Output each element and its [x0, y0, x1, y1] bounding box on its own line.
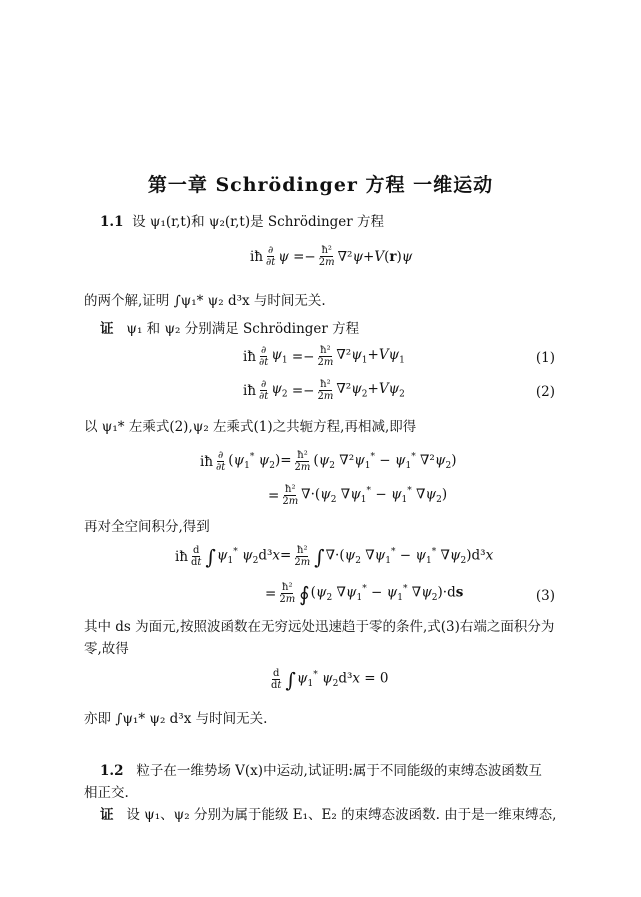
problem-1-1-statement	[100, 213, 384, 231]
problem-text: 设 ψ₁(r,t)和 ψ₂(r,t)是 Schrödinger 方程	[132, 214, 385, 230]
proof-label: 证	[100, 321, 114, 337]
problem-1-2-statement: 1.2 粒子在一维势场 V(x)中运动,试证明:属于不同能级的束缚态波函数互	[100, 763, 542, 779]
equation-4a: iħ $\frac{d}{dt}$ ∫ $\psi_1^*$ $\psi_2d^3x=$ $\frac{\text{ħ²}}{2m}$ ∫ $\nabla\cdot(\psi_2$ $\nabla\psi_1^* - \psi_1^*$ $\nabla\psi_2)d^3x$	[175, 544, 494, 569]
equation-3-number: (3)	[535, 588, 555, 604]
equation-4b: = $\frac{\text{ħ²}}{2m}$ ∮ ($\psi_2$ $\nabla\psi_1^* - \psi_1^*$ $\nabla\psi_2)\cdot ds$	[265, 581, 464, 606]
proof-line-3: 再对全空间积分,得到	[84, 519, 210, 535]
proof-line-2: 以 ψ₁* 左乘式(2),ψ₂ 左乘式(1)之共轭方程,再相减,即得	[84, 419, 417, 435]
equation-5: $\frac{d}{dt}$ ∫ $\psi_1^*$ $\psi_2d^3x = 0$	[271, 667, 389, 692]
problem-1-1-continuation: 的两个解,证明 ∫ψ₁* ψ₂ d³x 与时间无关.	[84, 293, 326, 309]
equation-2: iħ $\frac{\partial}{\partial t}$ $\psi_2$ =− $\frac{\text{ħ²}}{2m}$ $\nabla^2\psi_2+V\psi_2$	[243, 379, 405, 402]
proof-label: 证	[100, 807, 114, 823]
problem-1-2-statement-cont: 相正交.	[84, 785, 129, 801]
proof-line-1: 证 ψ₁ 和 ψ₂ 分别满足 Schrödinger 方程	[100, 321, 360, 337]
equation-3a: iħ $\frac{\partial}{\partial t}$ ($\psi_1^*$ $\psi_2)=$ $\frac{\text{ħ²}}{2m}$ ($\psi_2$ $\nabla^2\psi_1^* - \psi_1^*$ $\nabla^2\psi_2$)	[200, 450, 457, 473]
equation-schrodinger: iħ $\frac{\partial}{\partial t}$ ψ =− $\frac{\text{ħ²}}{2m}$ ∇²ψ+V(r)ψ	[250, 245, 413, 268]
equation-2-number: (2)	[535, 384, 555, 400]
proof-line-5: 零,故得	[84, 641, 129, 657]
equation-1: iħ $\frac{\partial}{\partial t}$ $\psi_1$ =− $\frac{\text{ħ²}}{2m}$ $\nabla^2\psi_1+V\psi_1$	[243, 345, 405, 368]
equation-1-number: (1)	[535, 350, 555, 366]
problem-number: 1.1	[100, 214, 124, 230]
proof-1-2-line: 证 设 ψ₁、ψ₂ 分别为属于能级 E₁、E₂ 的束缚态波函数. 由于是一维束缚态,	[100, 807, 557, 823]
proof-line-4: 其中 ds 为面元,按照波函数在无穷远处迅速趋于零的条件,式(3)右端之面积分为	[84, 619, 555, 635]
equation-3b: = $\frac{\text{ħ²}}{2m}$ $\nabla\cdot(\psi_2$ $\nabla\psi_1^* - \psi_1^*$ $\nabla\psi_2$)	[268, 484, 448, 507]
chapter-title: 第一章 Schrödinger 方程 一维运动	[147, 174, 494, 196]
problem-number: 1.2	[100, 763, 124, 779]
proof-line-6: 亦即 ∫ψ₁* ψ₂ d³x 与时间无关.	[84, 711, 268, 727]
